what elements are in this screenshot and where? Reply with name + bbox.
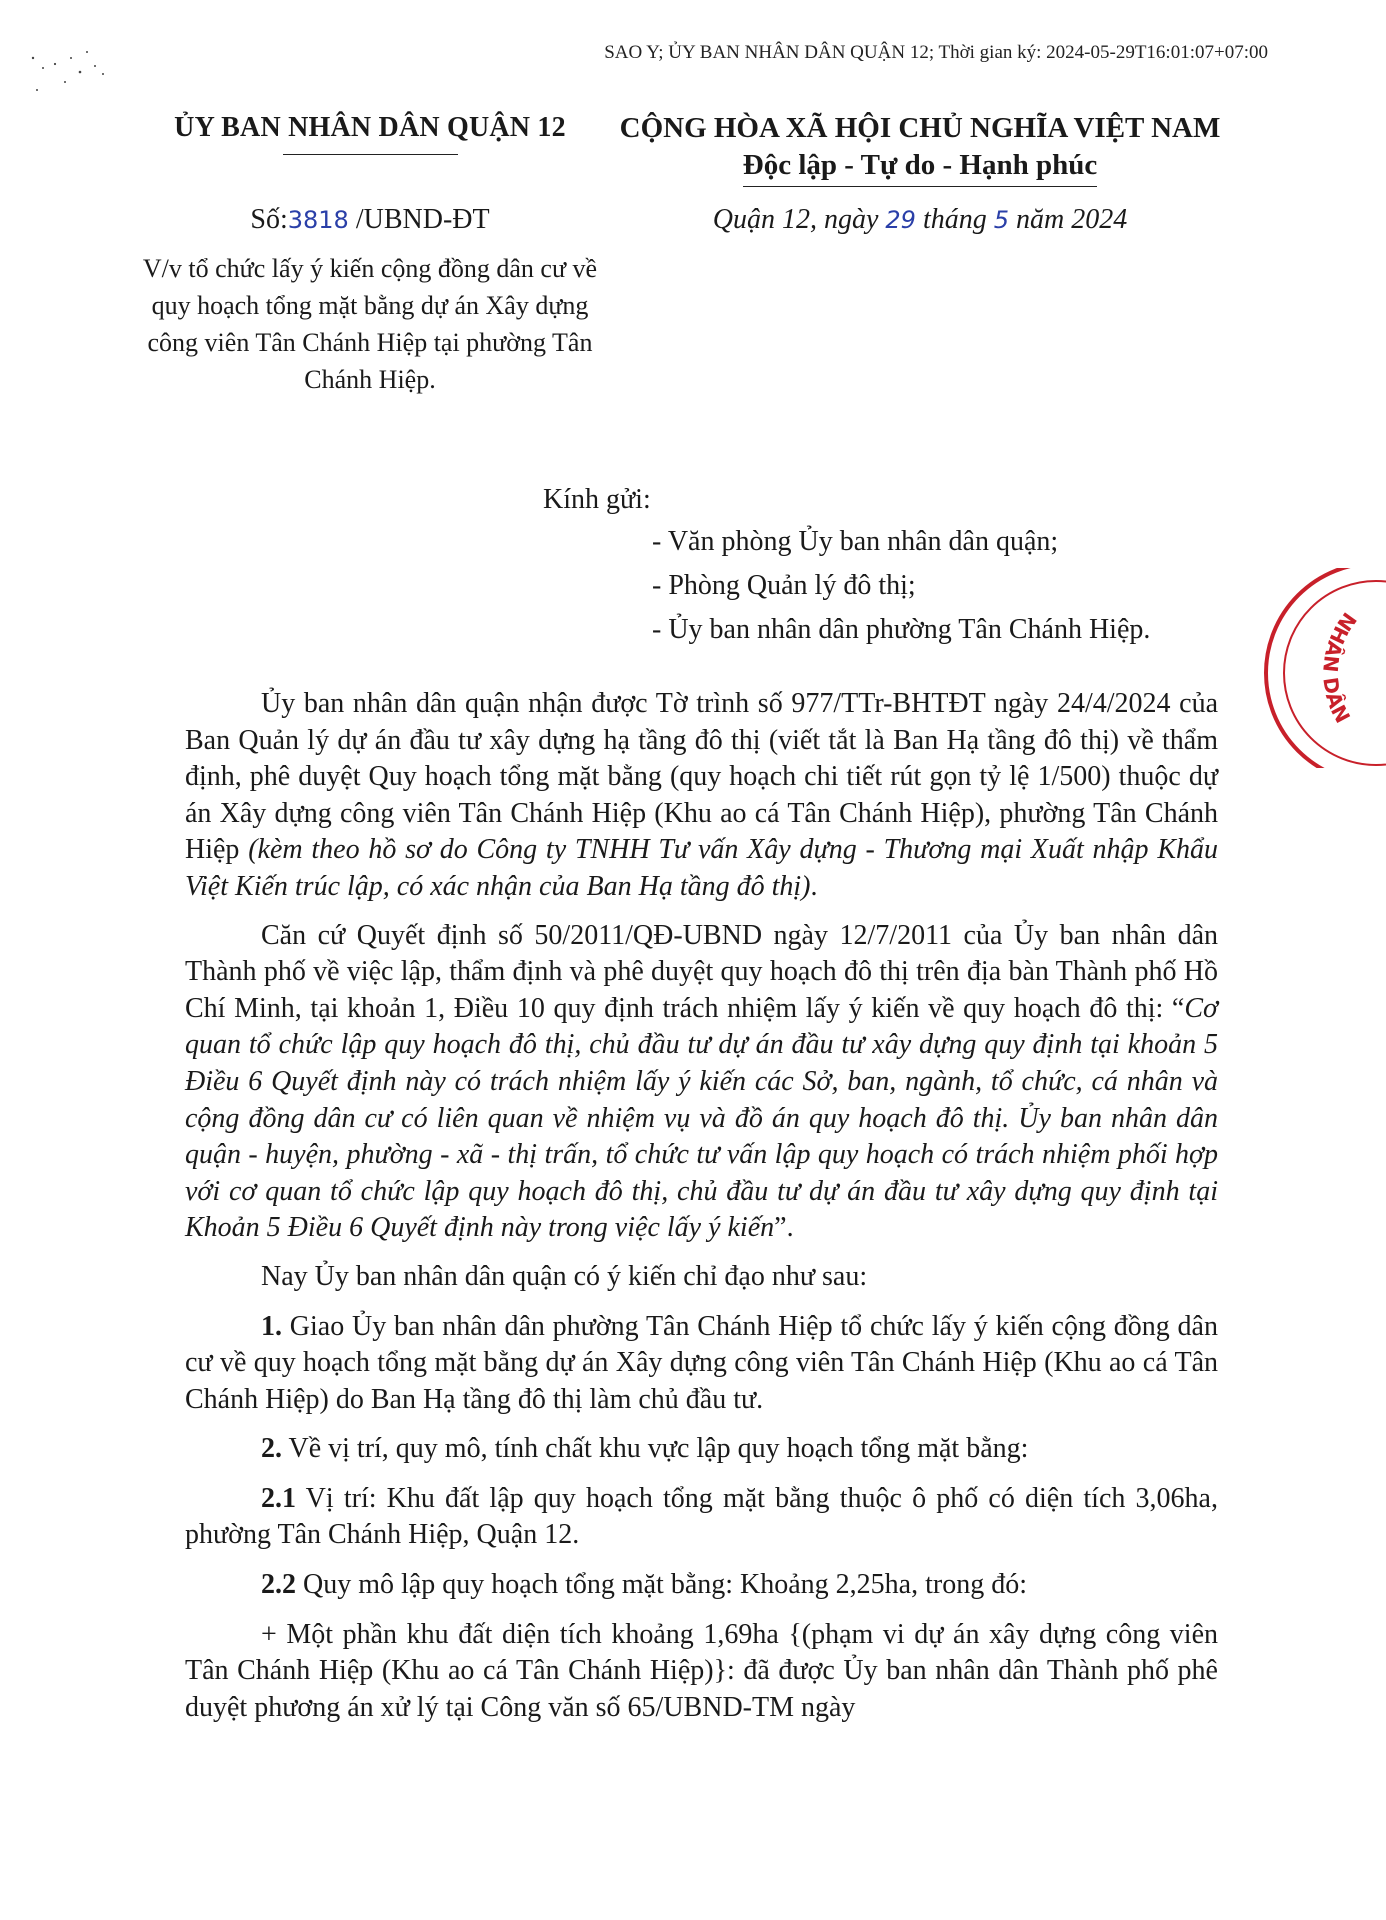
scan-speckles xyxy=(25,38,135,118)
recipient-item: - Ủy ban nhân dân phường Tân Chánh Hiệp. xyxy=(652,614,1151,645)
red-seal-stamp xyxy=(1256,568,1386,768)
body-paragraph: 2.1 Vị trí: Khu đất lập quy hoạch tổng mặt bằng thuộc ô phố có diện tích 3,06ha, phường Tân Chánh Hiệp, Quận 12. xyxy=(185,1482,1218,1551)
body-paragraph: Nay Ủy ban nhân dân quận có ý kiến chỉ đạo như sau: xyxy=(261,1260,868,1292)
date-day-handwritten: 29 xyxy=(885,206,916,234)
agency-underline xyxy=(283,154,458,155)
document-subject: V/v tổ chức lấy ý kiến cộng đồng dân cư về quy hoạch tổng mặt bằng dự án Xây dựng công viên Tân Chánh Hiệp tại phường Tân Chánh Hiệp. xyxy=(142,254,598,394)
body-paragraph: Căn cứ Quyết định số 50/2011/QĐ-UBND ngày 12/7/2011 của Ủy ban nhân dân Thành phố về việc lập, thẩm định và phê duyệt quy hoạch đô thị trên địa bàn Thành phố Hồ Chí Minh, tại khoản 1, Điều 10 quy định trách nhiệm lấy ý kiến về quy hoạch đô thị: “Cơ quan tổ chức lập quy hoạch đô thị, chủ đầu tư dự án đầu tư xây dựng quy định tại khoản 5 Điều 6 Quyết định này có trách nhiệm lấy ý kiến các Sở, ban, ngành, tổ chức, cá nhân và cộng đồng dân cư có liên quan về nhiệm vụ và đồ án quy hoạch đô thị. Ủy ban nhân dân quận - huyện, phường - xã - thị trấn, tổ chức tư vấn lập quy hoạch có trách nhiệm phối hợp với cơ quan tổ chức lập quy hoạch đô thị, chủ đầu tư dự án đầu tư xây dựng quy định tại Khoản 5 Điều 6 Quyết định này trong việc lấy ý kiến”. xyxy=(185,919,1218,1244)
date-place: Quận 12, ngày xyxy=(712,204,886,235)
body-paragraph: 2. Về vị trí, quy mô, tính chất khu vực lập quy hoạch tổng mặt bằng: xyxy=(261,1433,1029,1465)
seal-text: NHÂN DÂN xyxy=(1318,608,1362,727)
national-motto: Độc lập - Tự do - Hạnh phúc xyxy=(743,149,1098,187)
document-date xyxy=(600,204,1240,236)
body-paragraph: 2.2 Quy mô lập quy hoạch tổng mặt bằng: Khoảng 2,25ha, trong đó: xyxy=(261,1569,1027,1601)
recipient-item: - Phòng Quản lý đô thị; xyxy=(652,570,916,601)
digital-copy-signature-note: SAO Y; ỦY BAN NHÂN DÂN QUẬN 12; Thời gian ký: 2024-05-29T16:01:07+07:00 xyxy=(604,42,1268,63)
svg-text:NHÂN DÂN xyxy=(1318,608,1361,727)
document-number xyxy=(140,204,600,236)
national-title-block xyxy=(600,112,1240,187)
document-number-prefix: Số: xyxy=(250,204,288,235)
body-paragraph: 1. Giao Ủy ban nhân dân phường Tân Chánh Hiệp tổ chức lấy ý kiến cộng đồng dân cư về quy hoạch tổng mặt bằng dự án Xây dựng công viên Tân Chánh Hiệp (Khu ao cá Tân Chánh Hiệp) do Ban Hạ tầng đô thị làm chủ đầu tư. xyxy=(185,1310,1218,1415)
body-paragraph: Ủy ban nhân dân quận nhận được Tờ trình số 977/TTr-BHTĐT ngày 24/4/2024 của Ban Quản lý dự án đầu tư xây dựng hạ tầng đô thị (viết tắt là Ban Hạ tầng đô thị) về thẩm định, phê duyệt Quy hoạch tổng mặt bằng (quy hoạch chi tiết rút gọn tỷ lệ 1/500) thuộc dự án Xây dựng công viên Tân Chánh Hiệp (Khu ao cá Tân Chánh Hiệp), phường Tân Chánh Hiệp (kèm theo hồ sơ do Công ty TNHH Tư vấn Xây dựng - Thương mại Xuất nhập Khẩu Việt Kiến trúc lập, có xác nhận của Ban Hạ tầng đô thị). xyxy=(185,688,1218,902)
issuing-agency-name: ỦY BAN NHÂN DÂN QUẬN 12 xyxy=(174,112,566,143)
date-month-word: tháng xyxy=(915,204,994,235)
recipients-label: Kính gửi: xyxy=(543,484,651,515)
recipient-item: - Văn phòng Ủy ban nhân dân quận; xyxy=(652,526,1059,557)
recipients-list xyxy=(652,520,1150,652)
body-paragraph: + Một phần khu đất diện tích khoảng 1,69ha {(phạm vi dự án xây dựng công viên Tân Chánh Hiệp (Khu ao cá Tân Chánh Hiệp)}: đã được Ủy ban nhân dân Thành phố phê duyệt phương án xử lý tại Công văn số 65/UBND-TM ngày xyxy=(185,1618,1218,1723)
document-number-suffix: /UBND-ĐT xyxy=(348,204,490,235)
issuing-agency-block xyxy=(140,112,600,155)
date-month-handwritten: 5 xyxy=(993,206,1010,234)
national-title: CỘNG HÒA XÃ HỘI CHỦ NGHĨA VIỆT NAM xyxy=(619,112,1221,144)
date-year: năm 2024 xyxy=(1009,204,1128,235)
document-body xyxy=(185,686,1218,1738)
document-number-handwritten: 3818 xyxy=(287,206,349,234)
